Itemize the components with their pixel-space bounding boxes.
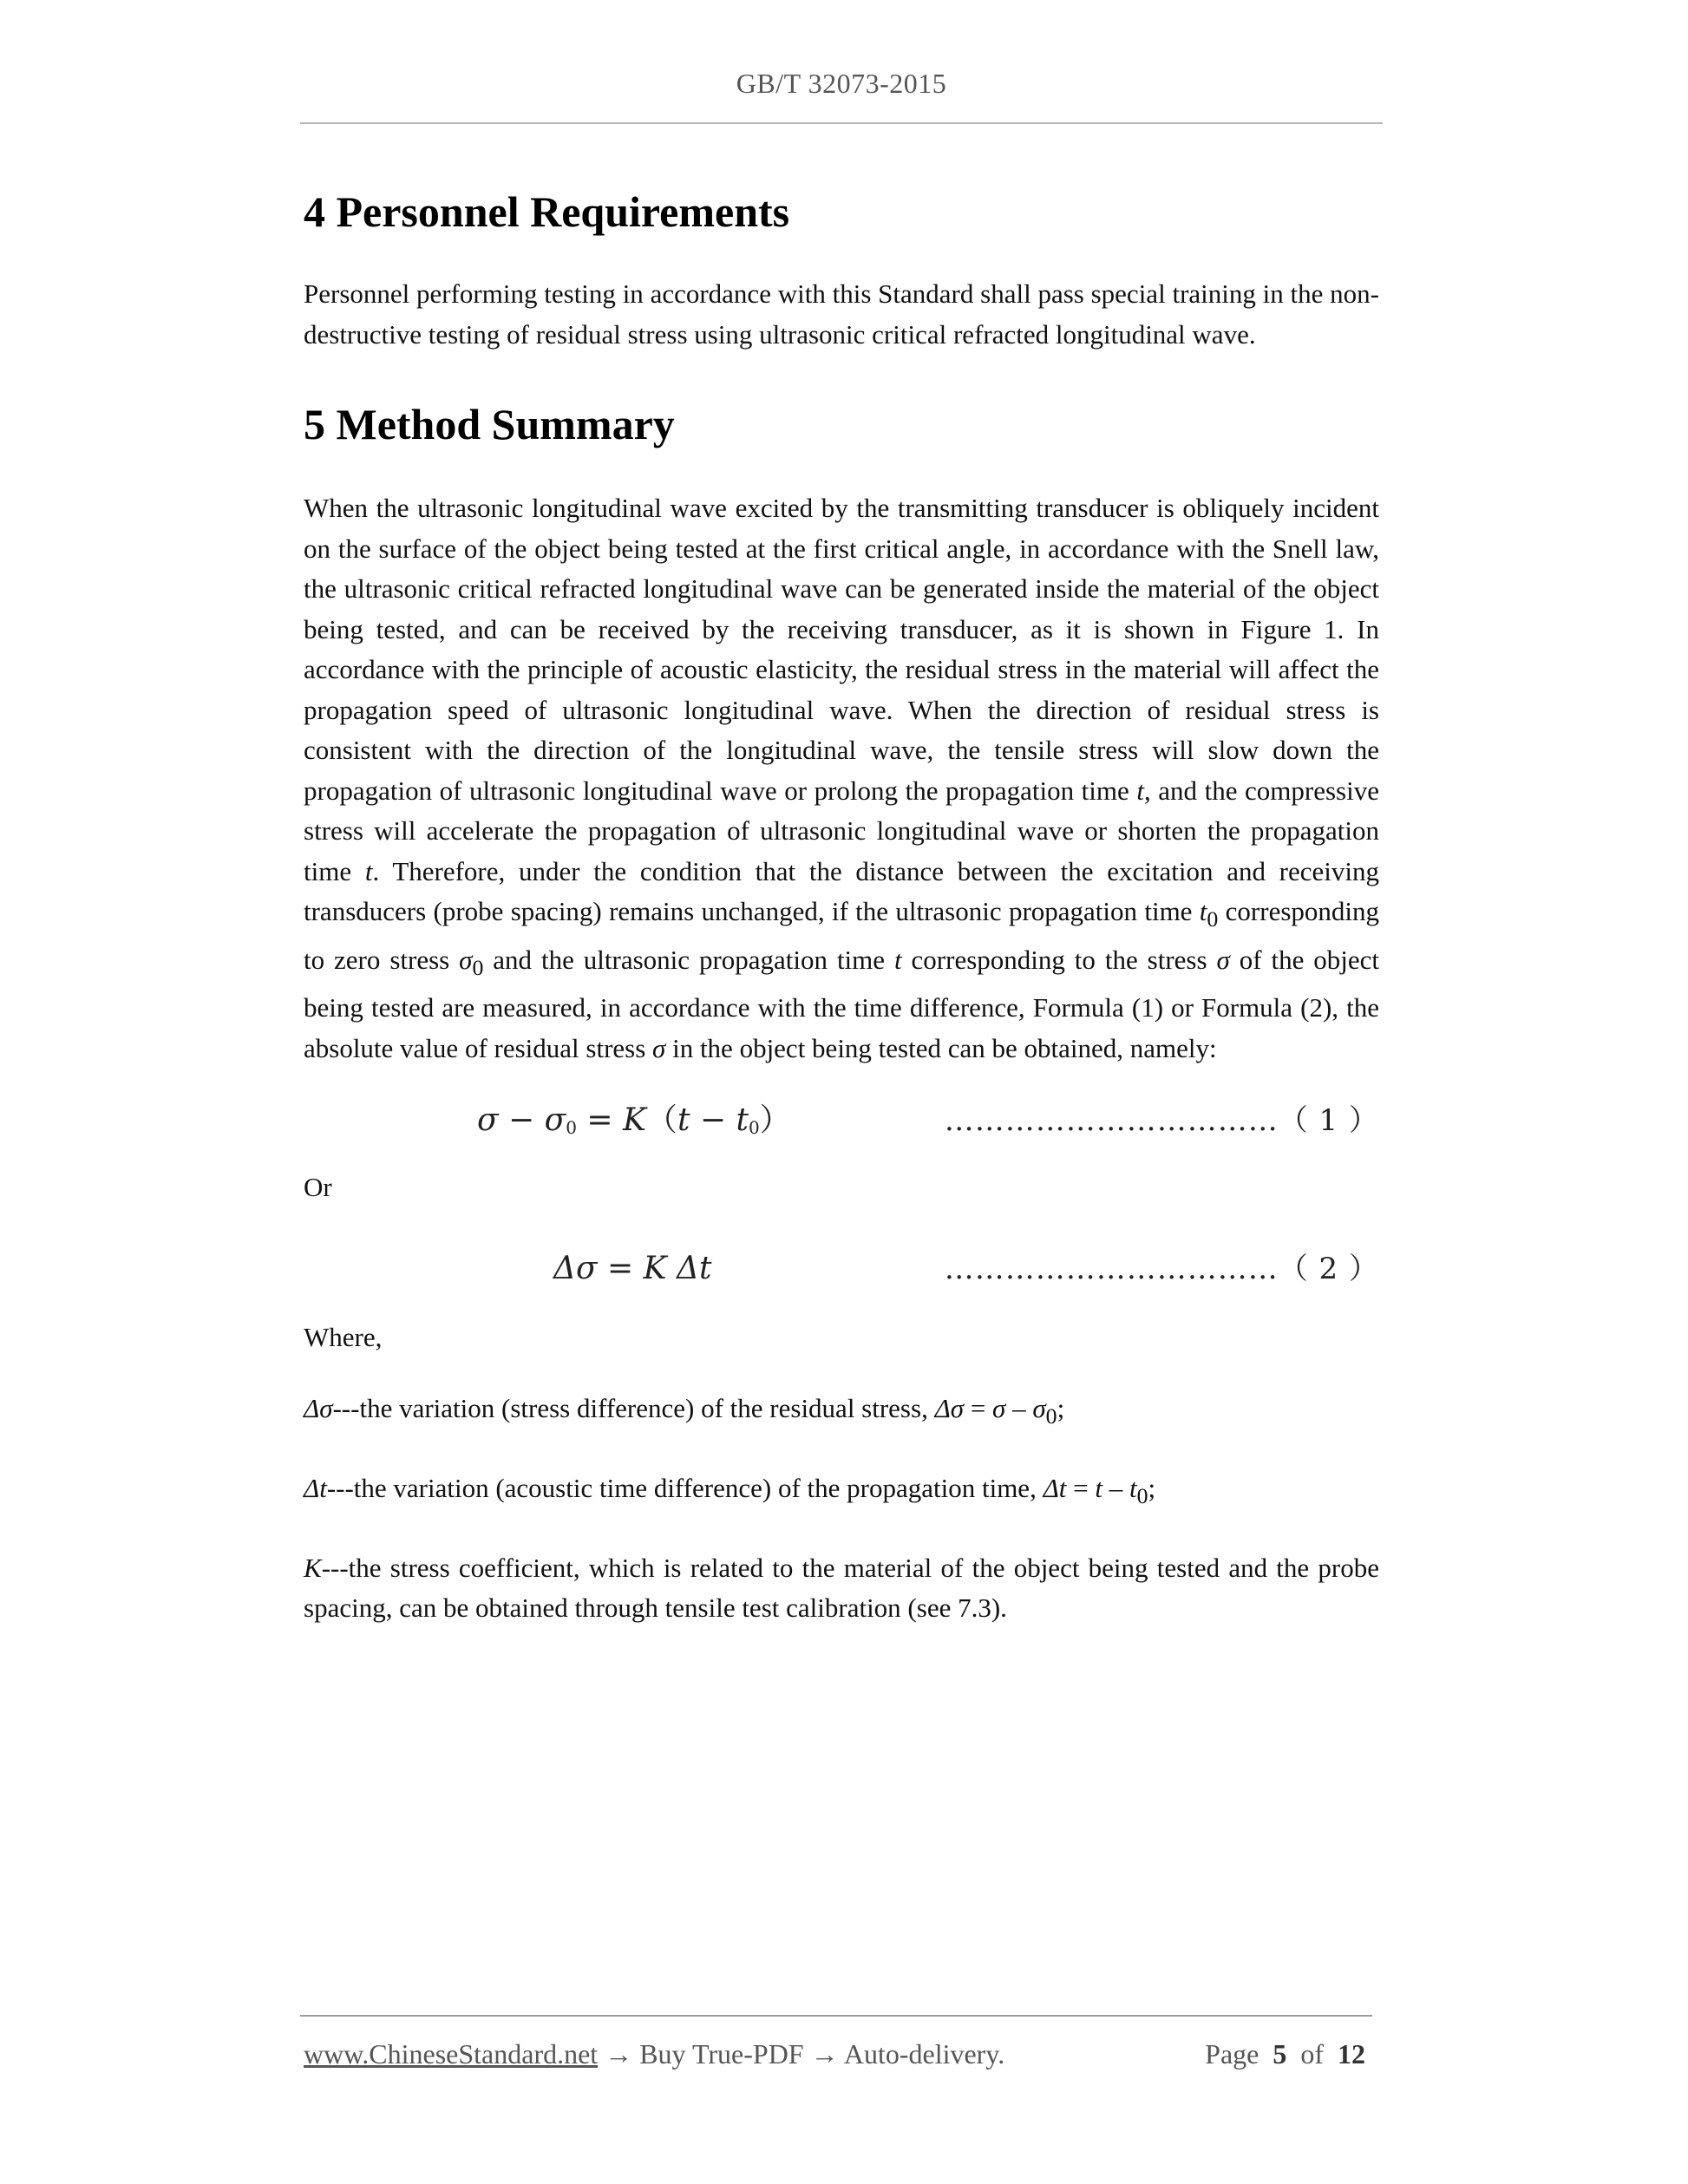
formula-separator-or: Or bbox=[304, 1172, 332, 1203]
definition-delta-sigma: Δσ---the variation (stress difference) of the residual stress, $\Delta\sigma = \sigma - \sigma_0$; bbox=[304, 1393, 1065, 1429]
section-heading-method-summary: 5 Method Summary bbox=[304, 400, 675, 448]
formula-2-number: ……………………………（ 2 ） bbox=[944, 1251, 1379, 1286]
definition-delta-t: Δt---the variation (acoustic time difference) of the propagation time, $\Delta t = t - t_0$; bbox=[304, 1473, 1156, 1509]
where-label: Where, bbox=[304, 1321, 383, 1352]
footer-promo bbox=[304, 2038, 1004, 2070]
method-summary-paragraph: When the ultrasonic longitudinal wave excited by the transmitting transducer is obliquely incident on the surface of the object being tested at the first critical angle, in accordance with the Snell law, the ultrasonic critical refracted longitudinal wave can be generated inside the material of the object being tested, and can be received by the receiving transducer, as it is shown in Figure 1. In accordance with the principle of acoustic elasticity, the residual stress in the material will affect the propagation speed of ultrasonic longitudinal wave. When the direction of residual stress is consistent with the direction of the longitudinal wave, the tensile stress will slow down the propagation of ultrasonic longitudinal wave or prolong the propagation time t, and the compressive stress will accelerate the propagation of ultrasonic longitudinal wave or shorten the propagation time t. Therefore, under the condition that the distance between the excitation and receiving transducers (probe spacing) remains unchanged, if the ultrasonic propagation time $t_0$ corresponding to zero stress $\sigma_0$ and the ultrasonic propagation time t corresponding to the stress σ of the object being tested are measured, in accordance with the time difference, Formula (1) or Formula (2), the absolute value of residual stress σ in the object being tested can be obtained, namely: bbox=[304, 493, 1380, 1063]
formula-2-expression: Δσ = K Δt bbox=[553, 1250, 712, 1286]
page-number: Page 5 of 12 bbox=[1205, 2038, 1365, 2070]
formula-1 bbox=[304, 1095, 1379, 1147]
definition-k: K---the stress coefficient, which is related to the material of the object being tested and the probe spacing, can be obtained through tensile test calibration (see 7.3). bbox=[304, 1552, 1379, 1624]
formula-1-expression: $\sigma - \sigma_0 = K(t - t_0)$ bbox=[477, 1102, 791, 1139]
formula-2 bbox=[304, 1243, 1379, 1295]
current-page: 5 bbox=[1273, 2038, 1287, 2070]
footer-promo-text: → Buy True-PDF → Auto-delivery. bbox=[598, 2038, 1005, 2070]
document-header: GB/T 32073-2015 bbox=[736, 68, 947, 99]
header-divider bbox=[300, 122, 1383, 124]
footer-divider bbox=[300, 2015, 1372, 2017]
personnel-requirements-paragraph: Personnel performing testing in accordance with this Standard shall pass special training in the non-destructive testing of residual stress using ultrasonic critical refracted longitudinal wave. bbox=[304, 278, 1379, 350]
section-heading-personnel-requirements: 4 Personnel Requirements bbox=[304, 187, 790, 236]
chinese-standard-link[interactable]: www.ChineseStandard.net bbox=[304, 2038, 599, 2070]
total-pages: 12 bbox=[1338, 2038, 1365, 2070]
page-body bbox=[304, 165, 1379, 1629]
formula-1-number: ……………………………（ 1 ） bbox=[944, 1103, 1379, 1139]
